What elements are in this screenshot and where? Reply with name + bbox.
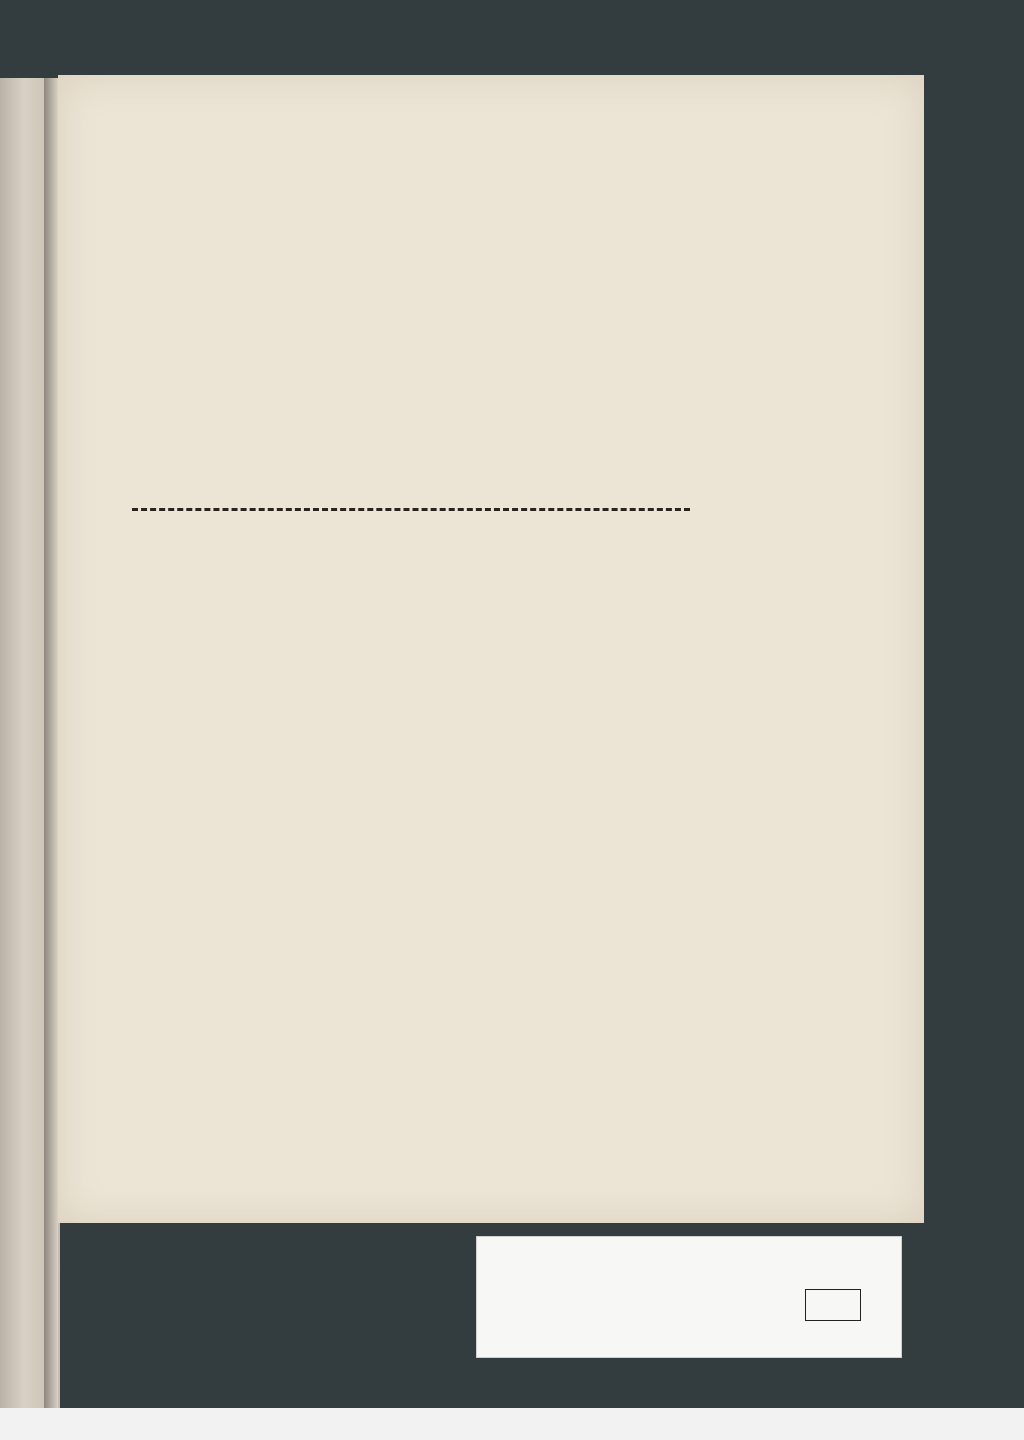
header-ornament xyxy=(310,183,520,215)
grayscale-swatch xyxy=(805,1289,861,1321)
footer-bar xyxy=(0,1408,1024,1440)
color-scale-card xyxy=(476,1236,902,1358)
footnote-rule xyxy=(132,508,690,511)
barcode-icon xyxy=(6,1413,46,1435)
signature-line xyxy=(132,480,692,508)
book-gutter xyxy=(44,78,58,1420)
ruler-scale xyxy=(491,1287,701,1319)
book-page xyxy=(58,75,924,1223)
